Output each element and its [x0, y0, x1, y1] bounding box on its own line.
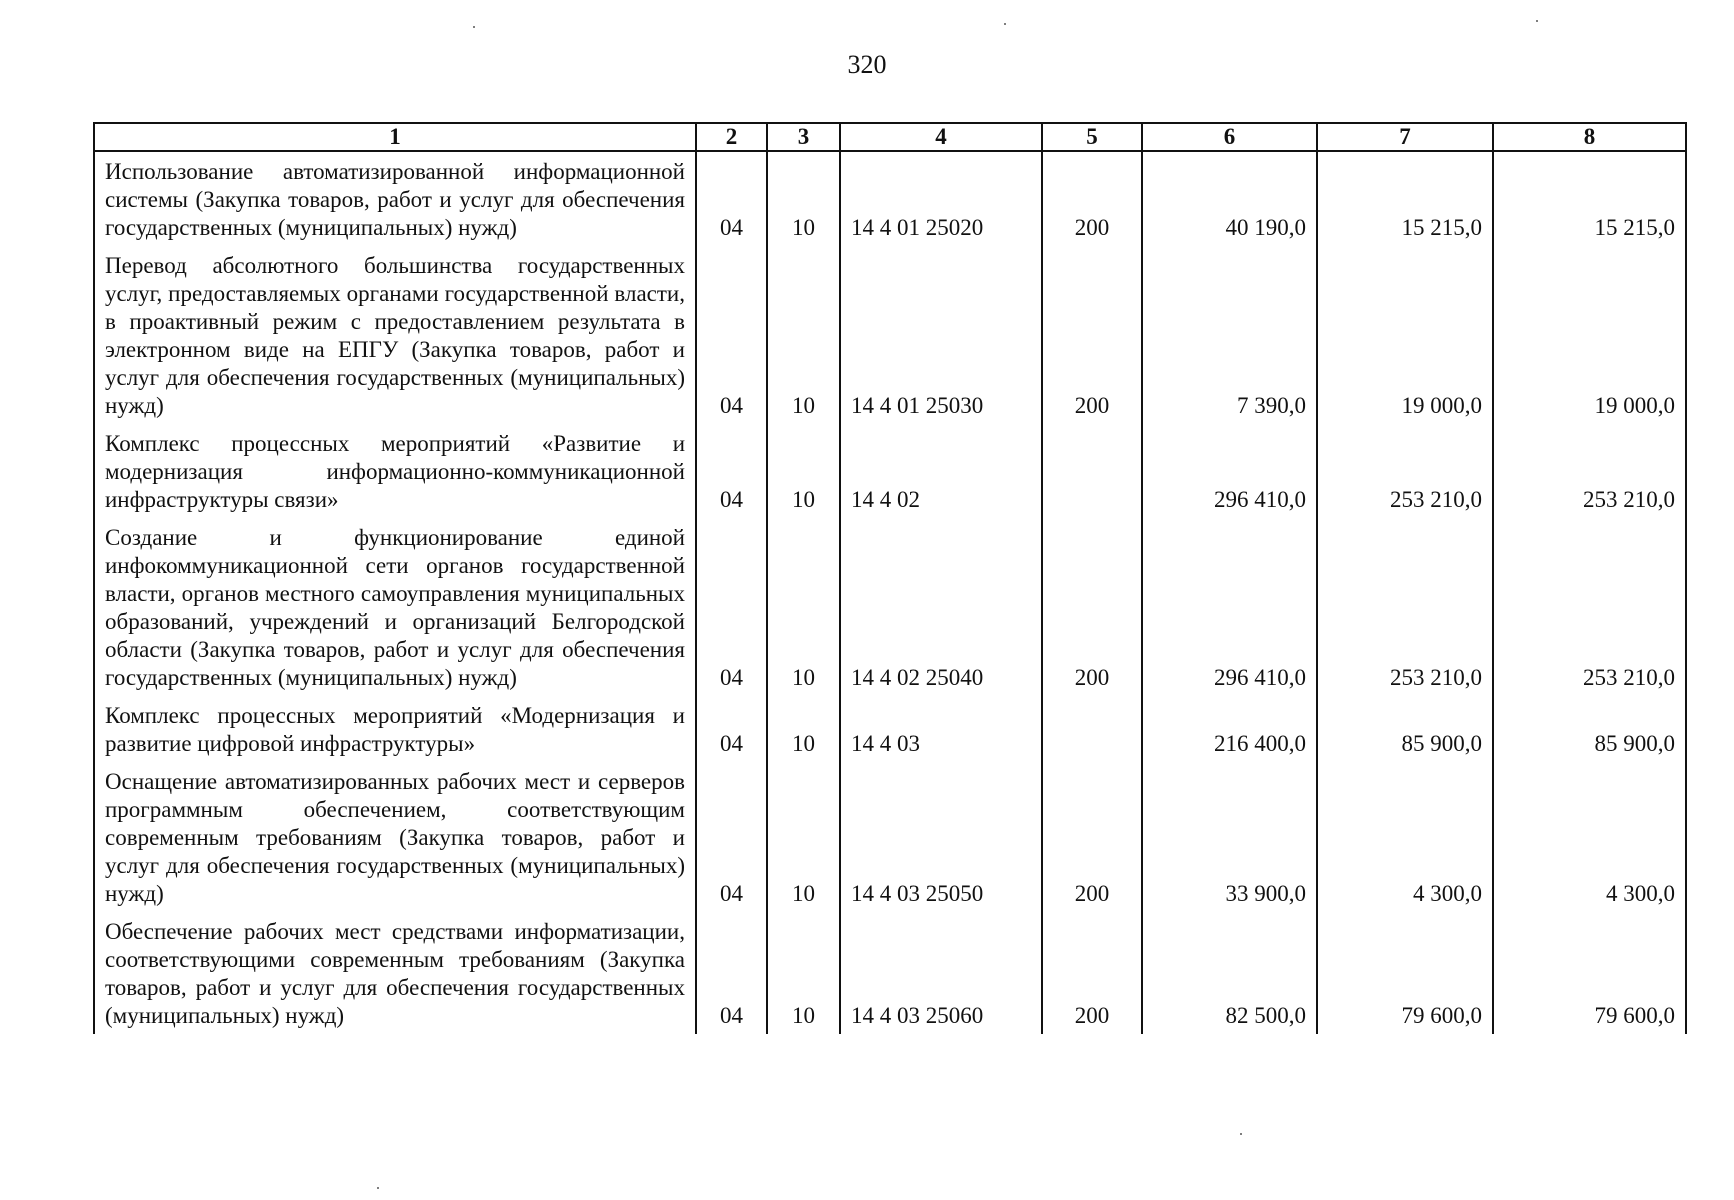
row-col-6: 216 400,0 [1142, 696, 1317, 762]
row-col-4: 14 4 01 25030 [840, 246, 1042, 424]
col-header-5: 5 [1042, 123, 1142, 151]
row-col-6: 296 410,0 [1142, 518, 1317, 696]
table-row [94, 762, 1686, 912]
row-col-7: 85 900,0 [1317, 696, 1493, 762]
row-col-2: 04 [696, 762, 767, 912]
row-col-7: 19 000,0 [1317, 246, 1493, 424]
row-col-8: 253 210,0 [1493, 424, 1686, 518]
row-col-3: 10 [767, 246, 840, 424]
row-col-2: 04 [696, 246, 767, 424]
table-row [94, 246, 1686, 424]
row-col-3: 10 [767, 912, 840, 1034]
row-col-5: 200 [1042, 246, 1142, 424]
row-col-5: 200 [1042, 912, 1142, 1034]
row-col-3: 10 [767, 424, 840, 518]
row-col-5: 200 [1042, 762, 1142, 912]
row-name: Комплекс процессных мероприятий «Модернизация и развитие цифровой инфраструктуры» [94, 696, 696, 762]
row-col-4: 14 4 03 25060 [840, 912, 1042, 1034]
row-col-8: 253 210,0 [1493, 518, 1686, 696]
row-col-6: 296 410,0 [1142, 424, 1317, 518]
row-col-3: 10 [767, 762, 840, 912]
row-col-4: 14 4 03 [840, 696, 1042, 762]
row-col-3: 10 [767, 151, 840, 246]
row-col-5: 200 [1042, 518, 1142, 696]
row-col-3: 10 [767, 696, 840, 762]
row-col-7: 253 210,0 [1317, 424, 1493, 518]
table-row [94, 912, 1686, 1034]
row-name: Оснащение автоматизированных рабочих мест и серверов программным обеспечением, соответствующим современным требованиям (Закупка товаров, работ и услуг для обеспечения государственных (муниципальных) нужд) [94, 762, 696, 912]
row-col-8: 79 600,0 [1493, 912, 1686, 1034]
col-header-4: 4 [840, 123, 1042, 151]
row-col-6: 33 900,0 [1142, 762, 1317, 912]
row-col-2: 04 [696, 696, 767, 762]
row-col-4: 14 4 02 [840, 424, 1042, 518]
budget-table [93, 122, 1687, 1034]
row-name: Комплекс процессных мероприятий «Развитие и модернизация информационно-коммуникационной инфраструктуры связи» [94, 424, 696, 518]
row-col-4: 14 4 03 25050 [840, 762, 1042, 912]
table-row [94, 151, 1686, 246]
row-col-3: 10 [767, 518, 840, 696]
row-name: Обеспечение рабочих мест средствами информатизации, соответствующими современным требованиям (Закупка товаров, работ и услуг для обеспечения государственных (муниципальных) нужд) [94, 912, 696, 1034]
row-col-8: 85 900,0 [1493, 696, 1686, 762]
scan-speck [1240, 1133, 1242, 1135]
table-row [94, 424, 1686, 518]
table-row [94, 696, 1686, 762]
row-name: Создание и функционирование единой инфокоммуникационной сети органов государственной власти, органов местного самоуправления муниципальных образований, учреждений и организаций Белгородской области (Закупка товаров, работ и услуг для обеспечения государственных (муниципальных) нужд) [94, 518, 696, 696]
row-col-4: 14 4 02 25040 [840, 518, 1042, 696]
scan-speck [1536, 20, 1538, 22]
col-header-3: 3 [767, 123, 840, 151]
scan-speck [1004, 23, 1006, 25]
row-col-2: 04 [696, 151, 767, 246]
scan-speck [377, 1187, 379, 1189]
row-col-2: 04 [696, 912, 767, 1034]
table-row [94, 518, 1686, 696]
col-header-2: 2 [696, 123, 767, 151]
row-col-7: 79 600,0 [1317, 912, 1493, 1034]
row-col-5 [1042, 424, 1142, 518]
row-col-5: 200 [1042, 151, 1142, 246]
row-name: Перевод абсолютного большинства государственных услуг, предоставляемых органами государственной власти, в проактивный режим с предоставлением результата в электронном виде на ЕПГУ (Закупка товаров, работ и услуг для обеспечения государственных (муниципальных) нужд) [94, 246, 696, 424]
row-col-8: 19 000,0 [1493, 246, 1686, 424]
row-col-4: 14 4 01 25020 [840, 151, 1042, 246]
col-header-1: 1 [94, 123, 696, 151]
row-col-7: 253 210,0 [1317, 518, 1493, 696]
row-col-5 [1042, 696, 1142, 762]
row-col-2: 04 [696, 518, 767, 696]
row-col-2: 04 [696, 424, 767, 518]
row-col-8: 4 300,0 [1493, 762, 1686, 912]
page-number: 320 [847, 50, 887, 79]
scan-speck [473, 26, 475, 28]
row-col-8: 15 215,0 [1493, 151, 1686, 246]
header-row [94, 123, 1686, 151]
col-header-6: 6 [1142, 123, 1317, 151]
row-col-7: 4 300,0 [1317, 762, 1493, 912]
row-col-6: 40 190,0 [1142, 151, 1317, 246]
row-col-6: 82 500,0 [1142, 912, 1317, 1034]
col-header-7: 7 [1317, 123, 1493, 151]
row-col-7: 15 215,0 [1317, 151, 1493, 246]
row-name: Использование автоматизированной информационной системы (Закупка товаров, работ и услуг для обеспечения государственных (муниципальных) нужд) [94, 151, 696, 246]
row-col-6: 7 390,0 [1142, 246, 1317, 424]
col-header-8: 8 [1493, 123, 1686, 151]
